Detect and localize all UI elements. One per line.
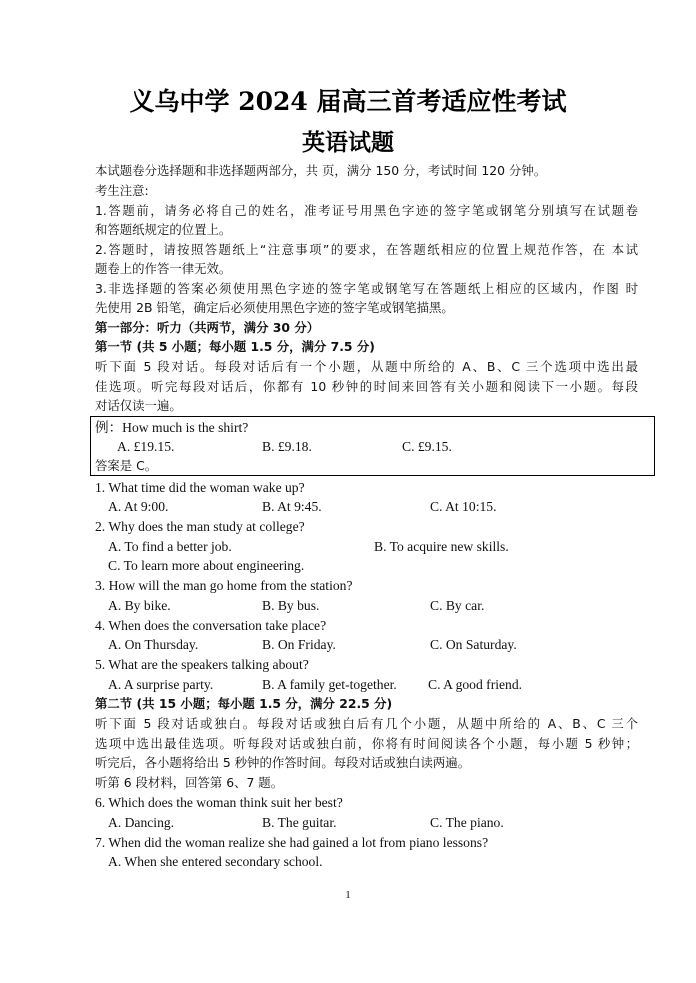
question-7-option-a: A. When she entered secondary school. [108,854,323,869]
question-1: 1. What time did the woman wake up? [95,480,305,495]
question-3-option-a: A. By bike. [108,598,171,613]
question-3: 3. How will the man go home from the station? [95,578,353,593]
section-2-heading: 第二节 (共 15 小题；每小题 1.5 分，满分 22.5 分) [95,696,393,711]
question-4-option-c: C. On Saturday. [430,637,517,652]
question-5-option-a: A. A surprise party. [108,677,214,692]
question-5-option-b: B. A family get-together. [262,677,397,692]
question-4-option-b: B. On Friday. [262,637,336,652]
intro-line: 本试题卷分选择题和非选择题两部分，共 页，满分 150 分，考试时间 120 分钟。 [95,163,547,178]
example-option-c: C. £9.15. [402,439,452,454]
notice-2-line-2: 题卷上的作答一律无效。 [95,261,232,276]
example-option-b: B. £9.18. [262,439,312,454]
question-4: 4. When does the conversation take place? [95,618,327,633]
question-6: 6. Which does the woman think suit her best? [95,795,343,810]
question-6-option-c: C. The piano. [430,815,504,830]
notice-1-line-1: 1.答题前，请务必将自己的姓名，准考证号用黑色字迹的签字笔或钢笔分别填写在试题卷 [95,203,638,218]
question-7: 7. When did the woman realize she had gained a lot from piano lessons? [95,835,489,850]
section-2-instruction-3: 听完后，各小题将给出 5 秒钟的作答时间。每段对话或独白读两遍。 [95,755,471,770]
question-6-option-a: A. Dancing. [108,815,175,830]
example-option-a: A. £19.15. [117,439,175,454]
section-2-instruction-1: 听下面 5 段对话或独白。每段对话或独白后有几个小题，从题中所给的 A、B、C 三个 [95,716,638,731]
question-6-option-b: B. The guitar. [262,815,337,830]
section-1-instruction-2: 佳选项。听完每段对话后，你都有 10 秒钟的时间来回答有关小题和阅读下一小题。每段 [95,379,638,394]
page-number: 1 [345,889,351,901]
question-5-option-c: C. A good friend. [428,677,523,692]
exam-title: 义乌中学 2024 届高三首考适应性考试 [129,87,567,116]
material-6-instruction: 听第 6 段材料，回答第 6、7 题。 [95,775,284,790]
exam-subtitle: 英语试题 [302,129,394,156]
question-2-option-b: B. To acquire new skills. [374,539,509,554]
notice-1-line-2: 和答题纸规定的位置上。 [95,222,232,237]
notice-3-line-2: 先使用 2B 铅笔，确定后必须使用黑色字迹的签字笔或钢笔描黑。 [95,300,454,315]
notice-2-line-1: 2.答题时，请按照答题纸上“注意事项”的要求，在答题纸相应的位置上规范作答，在 本试 [95,242,638,257]
example-question: 例：How much is the shirt? [95,420,249,435]
question-2-option-a: A. To find a better job. [108,539,232,554]
part-1-heading: 第一部分：听力（共两节，满分 30 分） [95,320,320,335]
question-1-option-c: C. At 10:15. [430,499,497,514]
question-2: 2. Why does the man study at college? [95,519,305,534]
section-1-instruction-1: 听下面 5 段对话。每段对话后有一个小题，从题中所给的 A、B、C 三个选项中选出最 [95,359,638,374]
example-answer: 答案是 C。 [95,458,158,473]
question-2-option-c: C. To learn more about engineering. [108,558,305,573]
question-1-option-a: A. At 9:00. [108,499,169,514]
section-1-heading: 第一节 (共 5 小题；每小题 1.5 分，满分 7.5 分) [95,339,375,354]
notice-3-line-1: 3.非选择题的答案必须使用黑色字迹的签字笔或钢笔写在答题纸上相应的区域内，作图 时 [95,281,638,296]
question-3-option-c: C. By car. [430,598,485,613]
question-4-option-a: A. On Thursday. [108,637,199,652]
question-1-option-b: B. At 9:45. [262,499,322,514]
notice-label: 考生注意: [95,183,149,198]
section-1-instruction-3: 对话仅读一遍。 [95,398,182,413]
section-2-instruction-2: 选项中选出最佳选项。听每段对话或独白前，你将有时间阅读各个小题，每小题 5 秒钟； [95,736,638,751]
question-3-option-b: B. By bus. [262,598,320,613]
question-5: 5. What are the speakers talking about? [95,657,309,672]
